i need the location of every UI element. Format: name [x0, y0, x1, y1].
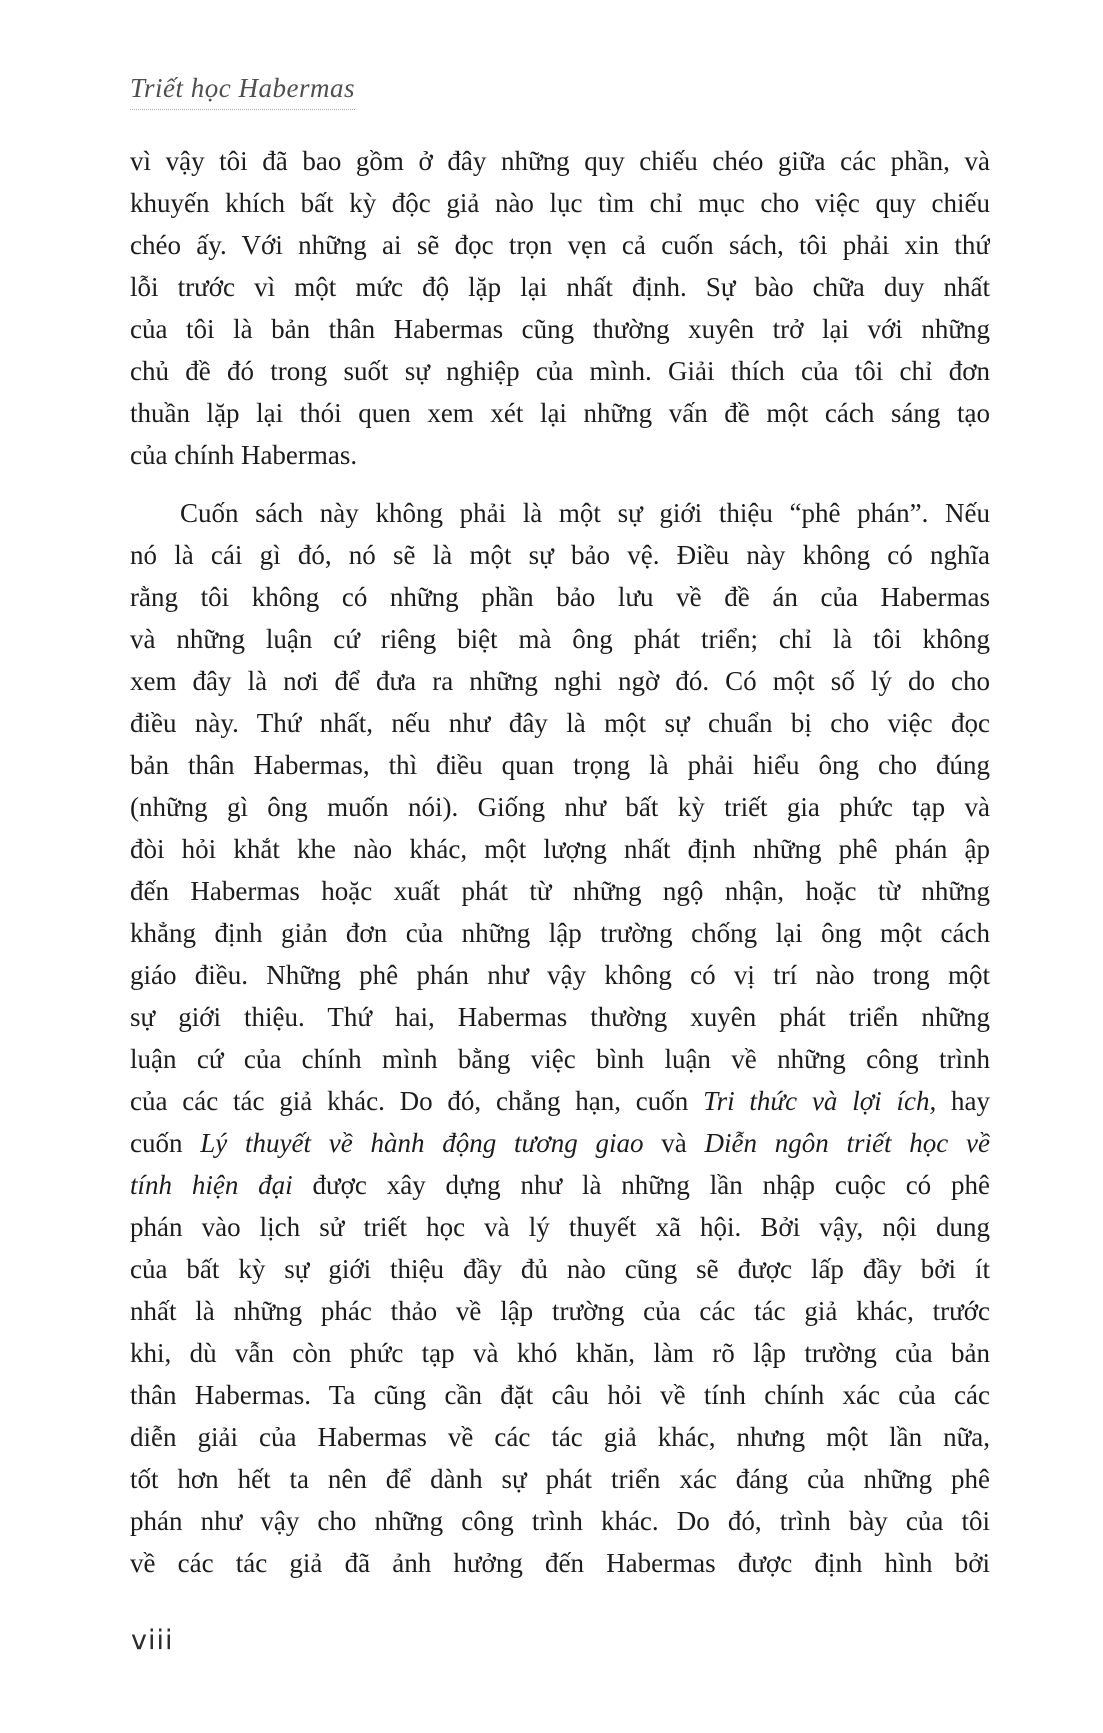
- text-line: [130, 308, 990, 350]
- text-segment: khi, dù vẫn còn phức tạp và khó khăn, làm rõ lập trường của bản: [130, 1338, 990, 1368]
- text-line: [130, 1038, 990, 1080]
- text-segment: cuốn: [130, 1128, 201, 1158]
- text-line: [130, 534, 990, 576]
- text-line: [130, 828, 990, 870]
- text-segment: về các tác giả đã ảnh hưởng đến Habermas được định hình bởi: [130, 1548, 990, 1578]
- text-line: [130, 140, 990, 182]
- text-segment: được xây dựng như là những lần nhập cuộc có phê: [292, 1170, 990, 1200]
- text-segment: phán như vậy cho những công trình khác. Do đó, trình bày của tôi: [130, 1506, 990, 1536]
- text-segment: và: [643, 1128, 705, 1158]
- text-segment: khuyến khích bất kỳ độc giả nào lục tìm chỉ mục cho việc quy chiếu: [130, 188, 990, 218]
- text-segment: Cuốn sách này không phải là một sự giới thiệu “phê phán”. Nếu: [180, 498, 990, 528]
- text-line: [130, 1458, 990, 1500]
- book-title-italic: Tri thức và lợi ích,: [703, 1086, 937, 1116]
- text-line: [130, 1542, 990, 1584]
- text-segment: điều này. Thứ nhất, nếu như đây là một sự chuẩn bị cho việc đọc: [130, 708, 990, 738]
- text-segment: giáo điều. Những phê phán như vậy không có vị trí nào trong một: [130, 960, 990, 990]
- page-number: viii: [131, 1625, 174, 1656]
- book-title-italic: Diễn ngôn triết học về: [704, 1128, 990, 1158]
- text-line: [130, 870, 990, 912]
- text-line: [130, 1374, 990, 1416]
- text-line: [130, 1164, 990, 1206]
- text-segment: vì vậy tôi đã bao gồm ở đây những quy chiếu chéo giữa các phần, và: [130, 146, 990, 176]
- text-segment: diễn giải của Habermas về các tác giả khác, nhưng một lần nữa,: [130, 1422, 990, 1452]
- text-line: [130, 1122, 990, 1164]
- text-segment: rằng tôi không có những phần bảo lưu về đề án của Habermas: [130, 582, 990, 612]
- text-segment: khẳng định giản đơn của những lập trường chống lại ông một cách: [130, 918, 990, 948]
- text-segment: của bất kỳ sự giới thiệu đầy đủ nào cũng sẽ được lấp đầy bởi ít: [130, 1254, 990, 1284]
- text-line: [130, 1206, 990, 1248]
- text-line: [130, 996, 990, 1038]
- text-segment: thuần lặp lại thói quen xem xét lại những vấn đề một cách sáng tạo: [130, 398, 990, 428]
- text-line: [130, 266, 990, 308]
- text-line: [130, 1080, 990, 1122]
- text-line: [130, 224, 990, 266]
- text-segment: luận cứ của chính mình bằng việc bình luận về những công trình: [130, 1044, 990, 1074]
- text-segment: (những gì ông muốn nói). Giống như bất kỳ triết gia phức tạp và: [130, 792, 990, 822]
- text-segment: sự giới thiệu. Thứ hai, Habermas thường xuyên phát triển những: [130, 1002, 990, 1032]
- book-title-italic: Lý thuyết về hành động tương giao: [200, 1128, 644, 1158]
- text-line: [130, 618, 990, 660]
- text-segment: chủ đề đó trong suốt sự nghiệp của mình. Giải thích của tôi chỉ đơn: [130, 356, 990, 386]
- text-line: [130, 434, 990, 476]
- text-line: [130, 786, 990, 828]
- text-segment: thân Habermas. Ta cũng cần đặt câu hỏi về tính chính xác của các: [130, 1380, 990, 1410]
- text-segment: nó là cái gì đó, nó sẽ là một sự bảo vệ. Điều này không có nghĩa: [130, 540, 990, 570]
- text-segment: hay: [936, 1086, 990, 1116]
- text-segment: xem đây là nơi để đưa ra những nghi ngờ đó. Có một số lý do cho: [130, 666, 990, 696]
- text-segment: đến Habermas hoặc xuất phát từ những ngộ nhận, hoặc từ những: [130, 876, 990, 906]
- text-line: [130, 1248, 990, 1290]
- text-line: [130, 350, 990, 392]
- text-line: [130, 1500, 990, 1542]
- running-header-title: Triết học Habermas: [130, 72, 355, 110]
- text-segment: của tôi là bản thân Habermas cũng thường xuyên trở lại với những: [130, 314, 990, 344]
- text-line: [130, 1332, 990, 1374]
- book-title-italic: tính hiện đại: [130, 1170, 293, 1200]
- text-line: [130, 492, 990, 534]
- text-line: [130, 1290, 990, 1332]
- paragraph: [130, 140, 990, 476]
- text-segment: và những luận cứ riêng biệt mà ông phát triển; chỉ là tôi không: [130, 624, 990, 654]
- text-line: [130, 912, 990, 954]
- text-segment: chéo ấy. Với những ai sẽ đọc trọn vẹn cả cuốn sách, tôi phải xin thứ: [130, 230, 990, 260]
- text-line: [130, 182, 990, 224]
- text-segment: của chính Habermas.: [130, 440, 358, 470]
- text-line: [130, 744, 990, 786]
- text-segment: của các tác giả khác. Do đó, chẳng hạn, cuốn: [130, 1086, 704, 1116]
- text-segment: lỗi trước vì một mức độ lặp lại nhất định. Sự bào chữa duy nhất: [130, 272, 990, 302]
- text-segment: đòi hỏi khắt khe nào khác, một lượng nhất định những phê phán ập: [130, 834, 990, 864]
- paragraph: [130, 492, 990, 1584]
- book-page: [130, 0, 990, 1584]
- text-line: [130, 702, 990, 744]
- text-segment: tốt hơn hết ta nên để dành sự phát triển xác đáng của những phê: [130, 1464, 990, 1494]
- text-line: [130, 660, 990, 702]
- text-line: [130, 576, 990, 618]
- text-segment: nhất là những phác thảo về lập trường của các tác giả khác, trước: [130, 1296, 990, 1326]
- text-line: [130, 954, 990, 996]
- text-segment: phán vào lịch sử triết học và lý thuyết xã hội. Bởi vậy, nội dung: [130, 1212, 990, 1242]
- text-line: [130, 392, 990, 434]
- text-line: [130, 1416, 990, 1458]
- page-body: [130, 140, 990, 1584]
- text-segment: bản thân Habermas, thì điều quan trọng là phải hiểu ông cho đúng: [130, 750, 990, 780]
